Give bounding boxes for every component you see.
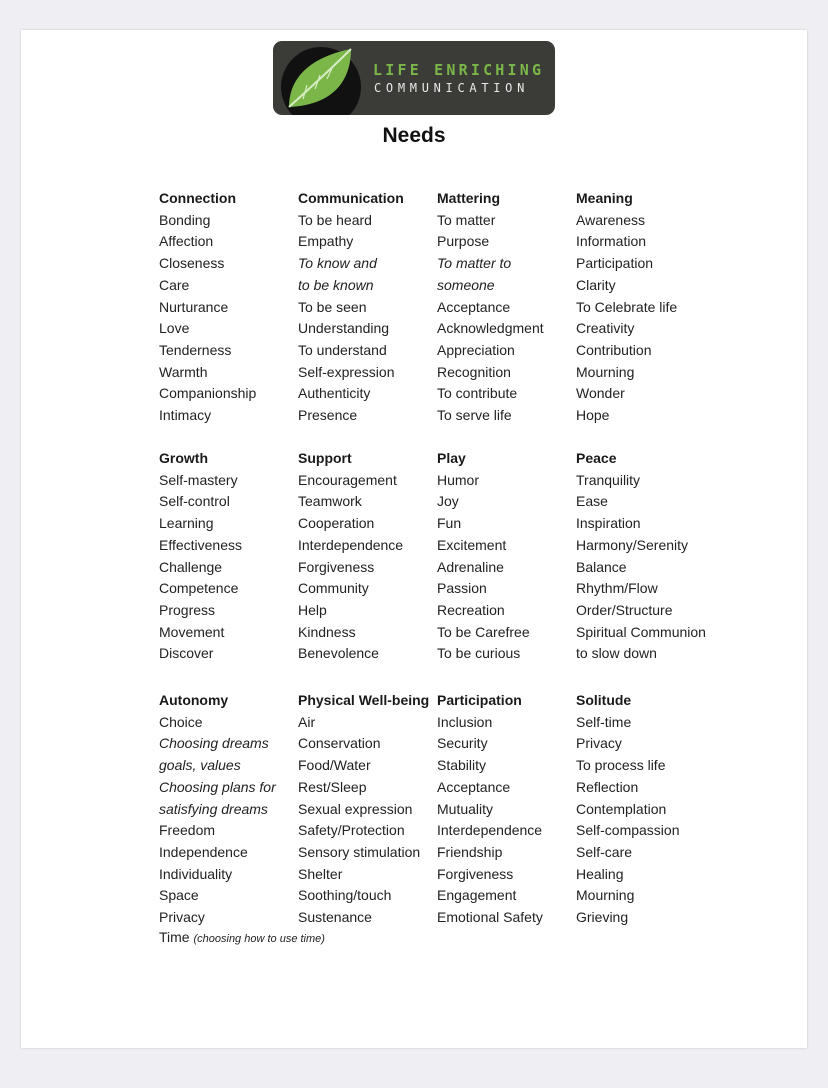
- logo-text-line1: LIFE ENRICHING: [373, 61, 545, 79]
- need-item: Wonder: [576, 385, 625, 402]
- page-title: Needs: [382, 124, 446, 147]
- column-heading: Solitude: [576, 692, 632, 708]
- need-item: Encouragement: [298, 471, 397, 488]
- need-item: Reflection: [576, 778, 639, 795]
- need-item: Grieving: [576, 909, 629, 925]
- need-item: Rest/Sleep: [298, 778, 367, 795]
- need-item: Emotional Safety: [437, 909, 543, 925]
- need-item: Authenticity: [298, 385, 371, 402]
- column-heading: Autonomy: [159, 692, 229, 708]
- need-item: Individuality: [159, 865, 233, 882]
- need-item: Self-compassion: [576, 822, 680, 839]
- need-item: Self-care: [576, 843, 633, 860]
- need-item: Bonding: [159, 211, 211, 228]
- column-heading: Growth: [159, 450, 208, 466]
- need-item: To Celebrate life: [576, 298, 678, 315]
- need-item: Benevolence: [298, 645, 379, 662]
- need-item: Closeness: [159, 255, 225, 272]
- need-item: To matter: [437, 211, 496, 228]
- column-heading: Mattering: [437, 190, 500, 206]
- need-item: Mutuality: [437, 800, 494, 817]
- need-item: Warmth: [159, 363, 208, 380]
- need-item: Effectiveness: [159, 536, 243, 553]
- need-item: Teamwork: [298, 493, 362, 510]
- need-item: Adrenaline: [437, 558, 504, 575]
- need-item: Privacy: [159, 909, 205, 925]
- document-page: [21, 30, 807, 1048]
- footnote-time: [159, 929, 325, 945]
- column-heading: Participation: [437, 692, 522, 708]
- need-item: Choosing plans for: [159, 778, 276, 795]
- need-item: Space: [159, 887, 199, 904]
- need-item: Appreciation: [437, 341, 515, 358]
- need-item: Spiritual Communion: [576, 623, 706, 640]
- need-item: Passion: [437, 580, 487, 597]
- need-item: someone: [437, 276, 495, 293]
- need-item: Love: [159, 320, 190, 337]
- need-item: Security: [437, 735, 488, 752]
- need-item: Kindness: [298, 623, 356, 640]
- need-item: Air: [298, 713, 316, 730]
- need-item: Forgiveness: [437, 865, 514, 882]
- need-item: Forgiveness: [298, 558, 375, 575]
- need-item: Tranquility: [576, 471, 641, 488]
- need-item: To process life: [576, 757, 666, 774]
- footnote-word: Time: [159, 929, 190, 945]
- need-item: To be curious: [437, 645, 521, 662]
- need-item: Order/Structure: [576, 601, 673, 618]
- need-item: Stability: [437, 757, 487, 774]
- need-item: Purpose: [437, 233, 490, 250]
- need-item: Sustenance: [298, 909, 372, 925]
- column-heading: Peace: [576, 450, 617, 466]
- need-item: Nurturance: [159, 298, 229, 315]
- need-item: Ease: [576, 493, 608, 510]
- need-item: Competence: [159, 580, 239, 597]
- life-enriching-logo: [273, 41, 555, 115]
- column-heading: Play: [437, 450, 466, 466]
- need-item: Acceptance: [437, 778, 511, 795]
- need-item: Contribution: [576, 341, 652, 358]
- need-item: Friendship: [437, 843, 503, 860]
- need-item: Joy: [437, 493, 459, 510]
- need-item: Understanding: [298, 320, 390, 337]
- need-item: Shelter: [298, 865, 343, 882]
- column-heading: Communication: [298, 190, 404, 206]
- need-item: goals, values: [159, 757, 241, 774]
- need-item: Excitement: [437, 536, 507, 553]
- need-item: Companionship: [159, 385, 257, 402]
- need-item: Learning: [159, 515, 214, 532]
- need-item: Help: [298, 601, 327, 618]
- need-item: Self-expression: [298, 363, 395, 380]
- need-item: Engagement: [437, 887, 517, 904]
- need-item: To serve life: [437, 407, 512, 423]
- need-item: Empathy: [298, 233, 354, 250]
- need-item: Mourning: [576, 887, 635, 904]
- logo-text-line2: COMMUNICATION: [374, 81, 530, 95]
- need-item: To be seen: [298, 298, 367, 315]
- need-item: Sensory stimulation: [298, 843, 421, 860]
- need-item: Care: [159, 276, 190, 293]
- need-item: Conservation: [298, 735, 381, 752]
- need-item: Challenge: [159, 558, 223, 575]
- need-item: To understand: [298, 341, 387, 358]
- need-item: Fun: [437, 515, 462, 532]
- need-item: Hope: [576, 407, 610, 423]
- need-item: Participation: [576, 255, 654, 272]
- footnote-note: (choosing how to use time): [193, 933, 325, 945]
- need-item: Recreation: [437, 601, 505, 618]
- need-item: Movement: [159, 623, 225, 640]
- need-item: Information: [576, 233, 647, 250]
- need-item: Rhythm/Flow: [576, 580, 658, 597]
- need-item: Clarity: [576, 276, 616, 293]
- need-item: Interdependence: [437, 822, 543, 839]
- need-item: Harmony/Serenity: [576, 536, 689, 553]
- need-item: Choosing dreams: [159, 735, 269, 752]
- need-item: Inspiration: [576, 515, 641, 532]
- need-item: Privacy: [576, 735, 622, 752]
- need-item: Cooperation: [298, 515, 375, 532]
- need-item: Sexual expression: [298, 800, 413, 817]
- need-item: Community: [298, 580, 369, 597]
- column-heading: Physical Well-being: [298, 692, 430, 708]
- need-item: Awareness: [576, 211, 646, 228]
- need-item: Freedom: [159, 822, 216, 839]
- need-item: Presence: [298, 407, 358, 423]
- need-item: Recognition: [437, 363, 511, 380]
- need-item: To matter to: [437, 255, 512, 272]
- need-item: Independence: [159, 843, 248, 860]
- column-heading: Meaning: [576, 190, 633, 206]
- need-item: To know and: [298, 255, 377, 272]
- need-item: To be Carefree: [437, 623, 530, 640]
- need-item: Acknowledgment: [437, 320, 544, 337]
- need-item: Progress: [159, 601, 216, 618]
- need-item: to slow down: [576, 645, 657, 662]
- need-item: Acceptance: [437, 298, 511, 315]
- column-heading: Connection: [159, 190, 236, 206]
- need-item: Intimacy: [159, 407, 212, 423]
- need-item: Contemplation: [576, 800, 667, 817]
- need-item: Discover: [159, 645, 214, 662]
- need-item: Safety/Protection: [298, 822, 405, 839]
- need-item: Creativity: [576, 320, 635, 337]
- need-item: Balance: [576, 558, 627, 575]
- need-item: Mourning: [576, 363, 635, 380]
- need-item: to be known: [298, 276, 374, 293]
- need-item: Soothing/touch: [298, 887, 392, 904]
- need-item: Humor: [437, 471, 480, 488]
- need-item: Affection: [159, 233, 214, 250]
- need-item: Food/Water: [298, 757, 371, 774]
- need-item: To contribute: [437, 385, 518, 402]
- need-item: Healing: [576, 865, 624, 882]
- need-item: To be heard: [298, 211, 372, 228]
- column-heading: Support: [298, 450, 352, 466]
- need-item: Interdependence: [298, 536, 404, 553]
- need-item: Inclusion: [437, 713, 493, 730]
- need-item: Choice: [159, 713, 203, 730]
- need-item: Tenderness: [159, 341, 232, 358]
- need-item: satisfying dreams: [159, 800, 268, 817]
- need-item: Self-time: [576, 713, 632, 730]
- need-item: Self-control: [159, 493, 230, 510]
- need-item: Self-mastery: [159, 471, 238, 488]
